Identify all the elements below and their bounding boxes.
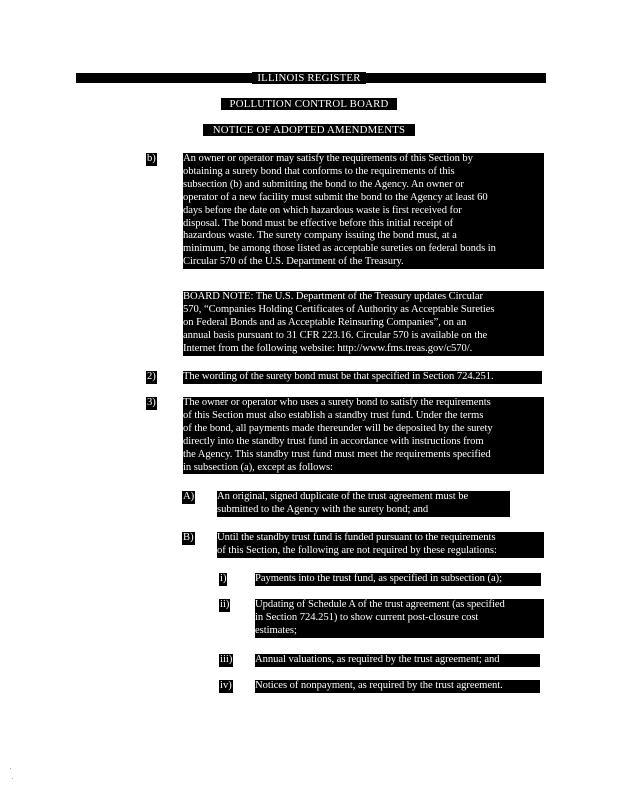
text-line: Notices of nonpayment, as required by the trust agreement. [255,680,503,691]
section-A-text [217,491,510,517]
text-line: subsection (b) and submitting the bond to the Agency. An owner or [183,178,464,190]
text-line: in Section 724.251) to show current post-closure cost [255,611,479,623]
text-line: An owner or operator may satisfy the requirements of this Section by [183,153,473,164]
section-iv-text [255,680,540,693]
section-B-label: B) [183,532,194,543]
text-line: hazardous waste. The surety company issuing the bond must, at a [183,230,457,242]
board-note [183,291,544,356]
section-b-label: b) [147,153,156,164]
text-line: of the bond, all payments made thereunder will be deposited by the surety [183,422,493,434]
text-line: Until the standby trust fund is funded pursuant to the requirements [217,532,496,543]
section-i-label: i) [220,573,227,584]
text-line: of this Section must also establish a standby trust fund. Under the terms [183,409,484,421]
scan-speck [12,778,13,779]
section-2-text [183,371,542,384]
section-ii-text [255,599,544,638]
text-line: directly into the standby trust fund in accordance with instructions from [183,435,484,447]
text-line: annual basis pursuant to 31 CFR 223.16. Circular 570 is available on the [183,329,488,341]
text-line: The owner or operator who uses a surety bond to satisfy the requirements [183,397,491,408]
section-b-text [183,153,544,269]
text-line: Annual valuations, as required by the trust agreement; and [255,654,500,665]
section-i-text [255,573,541,586]
text-line: estimates; [255,624,297,636]
section-2-label: 2) [147,371,156,382]
text-line: Internet from the following website: http://www.fms.treas.gov/c570/. [183,342,473,354]
section-3-text [183,397,544,474]
section-ii-label: ii) [220,599,230,610]
text-line: operator of a new facility must submit the bond to the Agency at least 60 [183,191,488,203]
section-iii-text [255,654,540,667]
text-line: of this Section, the following are not required by these regulations: [217,544,497,556]
text-line: submitted to the Agency with the surety bond; and [217,503,429,515]
text-line: on Federal Bonds and as Acceptable Reinsuring Companies”, on an [183,316,467,328]
text-line: the Agency. This standby trust fund must meet the requirements specified [183,448,491,460]
text-line: The wording of the surety bond must be that specified in Section 724.251. [183,371,494,382]
text-line: Payments into the trust fund, as specified in subsection (a); [255,573,503,584]
text-line: BOARD NOTE: The U.S. Department of the Treasury updates Circular [183,291,483,302]
section-B-text [217,532,544,558]
text-line: disposal. The bond must be effective before this initial receipt of [183,217,454,229]
text-line: Circular 570 of the U.S. Department of the Treasury. [183,256,404,268]
text-line: An original, signed duplicate of the trust agreement must be [217,491,469,502]
text-line: in subsection (a), except as follows: [183,461,333,473]
section-3-label: 3) [147,397,156,408]
text-line: 570, “Companies Holding Certificates of Authority as Acceptable Sureties [183,303,495,315]
scan-speck [10,768,11,769]
section-A-label: A) [183,491,195,502]
board-title: POLLUTION CONTROL BOARD [221,98,397,110]
text-line: obtaining a surety bond that conforms to the requirements of this [183,165,455,177]
register-title: ILLINOIS REGISTER [252,72,366,84]
notice-title: NOTICE OF ADOPTED AMENDMENTS [203,124,415,136]
text-line: Updating of Schedule A of the trust agreement (as specified [255,599,505,610]
section-iii-label: iii) [220,654,233,665]
text-line: days before the date on which hazardous waste is first received for [183,204,462,216]
section-iv-label: iv) [220,680,232,691]
text-line: minimum, be among those listed as acceptable sureties on federal bonds in [183,243,496,255]
